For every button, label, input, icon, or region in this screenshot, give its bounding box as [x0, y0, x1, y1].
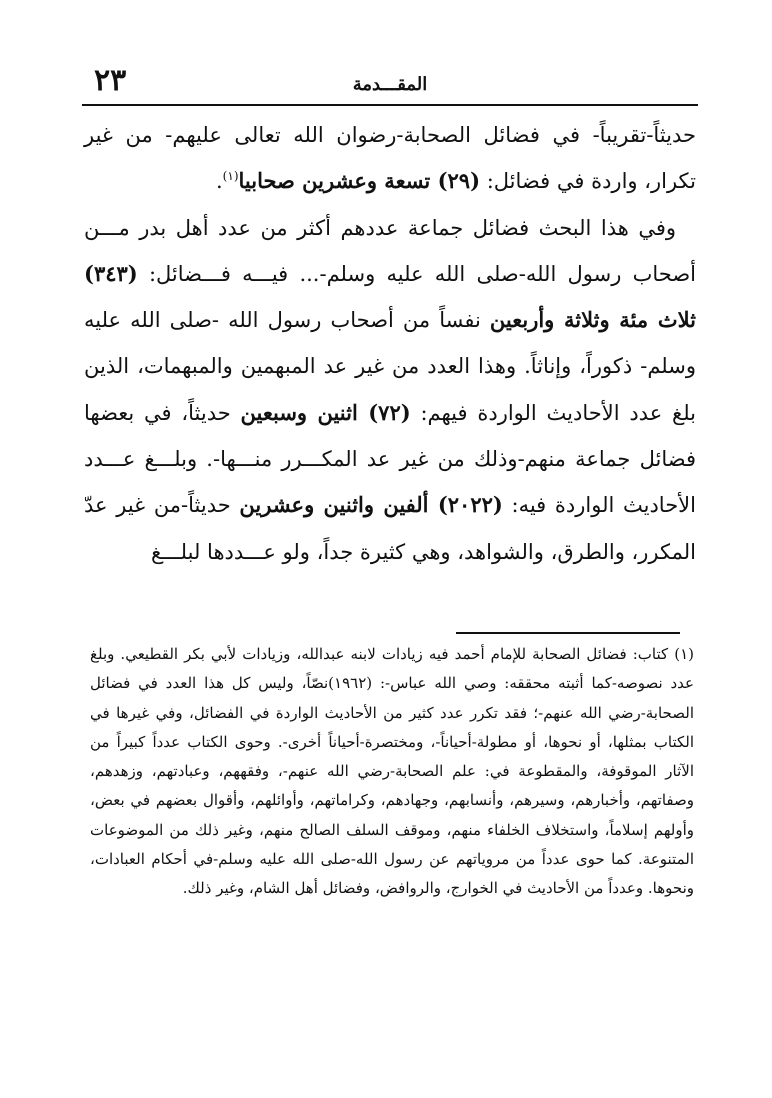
- bold-count-companions: (٢٩) تسعة وعشرين صحابيا: [238, 168, 481, 194]
- paragraph-2-text-b: نفساً من أصحاب رسول الله -صلى الله عليه وسلم- ذكوراً، وإناثاً. وهذا العدد من غير عد المبهمين والمبهمات، الذين بلغ عدد الأحاديث الواردة فيهم:: [84, 308, 696, 425]
- footnote-marker: (١): [222, 169, 239, 184]
- bold-count-persons: (٣٤٣) ثلاث مئة وثلاثة وأربعين: [84, 260, 696, 333]
- footnote-rule: [456, 632, 680, 634]
- footnote-text: (١) كتاب: فضائل الصحابة للإمام أحمد فيه زيادات لابنه عبدالله، وزيادات لأبي بكر القطيعي. وبلغ عدد نصوصه-كما أثبته محققه: وصي الله عباس-: (١٩٦٢)نصّاً، وليس كل هذا العدد في فضائل الصحابة-رضي الله عنهم-؛ فقد تكرر عدد كثير من الأحاديث الواردة في الفضائل، وفي غيرها في الكتاب بمثلها، أو نحوها، أو مطولة-أحياناً-، ومختصرة-أحياناً أخرى-. وحوى الكتاب عدداً كبيراً من الآثار الموقوفة، والمقطوعة في: علم الصحابة-رضي الله عنهم-، وفقههم، وعبادتهم، وزهدهم، وصفاتهم، وأخبارهم، وسيرهم، وأنسابهم، وجهادهم، وكراماتهم، وأوائلهم، وأقوال بعضهم في بعض، وأولهم إسلاماً، واستخلاف الخلفاء منهم، وموقف السلف الصالح منهم، وغير ذلك من الموضوعات المتنوعة. كما حوى عدداً من مروياتهم عن رسول الله-صلى الله عليه وسلم-في أحكام العبادات، ونحوها. وعدداً من الأحاديث في الخوارج، والروافض، وفضائل أهل الشام، وغير ذلك.: [90, 645, 694, 898]
- paragraph-1: [84, 112, 696, 205]
- paragraph-1-text: حديثاً-تقريباً- في فضائل الصحابة-رضوان الله تعالى عليهم- من غير تكرار، واردة في فضائل:: [84, 123, 696, 194]
- page-header: [80, 64, 700, 104]
- header-rule: [82, 104, 698, 106]
- bold-count-hadith-unnamed: (٧٢) اثنين وسبعين: [240, 399, 411, 425]
- footnote: [90, 640, 694, 904]
- paragraph-2-text-c: حديثاً، في بعضها فضائل جماعة منهم-وذلك من غير عد المكـــرر منـــها-. وبلـــغ عـــدد الأحاديث الواردة فيه:: [84, 400, 696, 518]
- paragraph-2: [84, 205, 696, 575]
- paragraph-2-text-a: وفي هذا البحث فضائل جماعة عددهم أكثر من عدد أهل بدر مـــن أصحاب رسول الله-صلى الله عليه وسلم-... فيـــه فـــضائل:: [84, 215, 696, 286]
- page-number: ٢٣: [94, 63, 127, 98]
- running-title: المقـــدمة: [352, 74, 428, 95]
- main-text: [84, 112, 696, 575]
- bold-count-hadith-total: (٢٠٢٢) ألفين واثنين وعشرين: [239, 492, 503, 518]
- paragraph-1-end: .: [215, 169, 223, 194]
- paragraph-2-text-d: حديثاً-من غير عدّ المكرر، والطرق، والشواهد، وهي كثيرة جداً، ولو عـــددها لبلـــغ: [84, 493, 696, 564]
